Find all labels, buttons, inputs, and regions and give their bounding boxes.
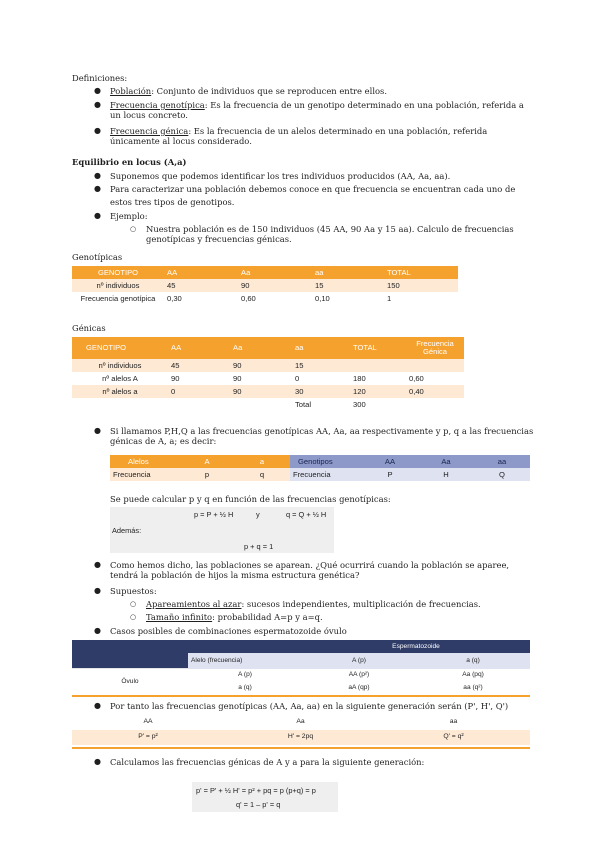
table-row	[72, 669, 530, 682]
cell: p	[180, 468, 234, 481]
mating-text-2: tendrá la población de hijos la misma estructura genética?	[110, 570, 360, 581]
bullet: ●	[94, 100, 101, 109]
cell: Frecuencia	[293, 469, 331, 479]
pq-text-2: génicas de A, a; es decir:	[110, 436, 217, 447]
bullet: ●	[94, 757, 101, 766]
bullet: ●	[94, 211, 101, 220]
cell: 0	[168, 385, 230, 398]
mating-item-3: Casos posibles de combinaciones espermatozoide óvulo	[110, 626, 347, 636]
table-header-row	[72, 715, 530, 730]
formula-box	[110, 507, 334, 553]
header-cell: GENOTIPO	[72, 266, 164, 279]
def-text: : Es la frecuencia de un genotipo determinado en una población, referida a	[204, 100, 524, 110]
header-cell: Aa	[224, 715, 377, 730]
table-row	[72, 292, 458, 305]
next-gen-table	[72, 715, 530, 745]
term-frec-genotipica: Frecuencia genotípica	[110, 100, 205, 110]
table-row	[110, 468, 290, 481]
table-header-row	[110, 455, 290, 468]
genotipicas-label: Genotípicas	[72, 252, 123, 262]
calc-text: Se puede calcular p y q en función de las frecuencias genotípicas:	[110, 494, 391, 504]
bullet: ●	[94, 586, 101, 595]
cell	[72, 398, 168, 411]
def-frec-genotipica	[110, 100, 530, 121]
def-text: : Conjunto de individuos que se reproducen entre ellos.	[151, 86, 387, 96]
mating-item-1	[110, 560, 535, 581]
header-cell: AA	[168, 337, 230, 359]
formula-q: q = Q + ½ H	[286, 510, 327, 519]
def-text-2: únicamente al locus considerado.	[110, 136, 252, 147]
header-cell: Aa	[238, 266, 312, 279]
formula-p: p = P + ½ H	[194, 510, 234, 519]
def-text-2: un locus concreto.	[110, 110, 188, 121]
header-cell: a	[234, 455, 290, 468]
circle-bullet: ○	[130, 225, 137, 233]
mating-text: Como hemos dicho, las poblaciones se aparean. ¿Qué ocurrirá cuando la población se aparee,	[110, 560, 510, 570]
genicas-label: Génicas	[72, 323, 106, 333]
header-cell: AA	[72, 715, 224, 730]
header-cell: TOTAL	[384, 266, 458, 279]
cell: 0	[292, 372, 350, 385]
bullet: ●	[94, 171, 101, 180]
supuesto-1	[146, 599, 481, 609]
alelo-label: Alelo (frecuencia)	[188, 653, 302, 668]
col-header: a (q)	[416, 653, 530, 668]
def-poblacion	[110, 86, 387, 96]
cell: q	[234, 468, 290, 481]
cell: 90	[230, 385, 292, 398]
header-cell-frecuencia	[406, 337, 464, 359]
table-row	[72, 730, 530, 745]
header-cell: aa	[312, 266, 384, 279]
col-header: A (p)	[302, 653, 416, 668]
cell: 0,10	[312, 292, 384, 305]
cell: 90	[238, 279, 312, 292]
alelos-table	[110, 455, 290, 481]
header-cell: Alelos	[110, 455, 180, 468]
table-header-row	[72, 640, 530, 653]
table-row	[72, 385, 464, 398]
espermatozoide-header: Espermatozoide	[302, 640, 530, 653]
def-frec-genica	[110, 126, 530, 147]
cell: 30	[292, 385, 350, 398]
genic-formula-box	[192, 782, 338, 812]
cell	[406, 359, 464, 372]
circle-bullet: ○	[130, 600, 137, 608]
cell: 120	[350, 385, 406, 398]
table-row	[72, 359, 464, 372]
header-cell: TOTAL	[350, 337, 406, 359]
eq-example	[146, 224, 531, 245]
header-cell: A	[180, 455, 234, 468]
cell	[230, 398, 292, 411]
supuesto-term: Tamaño infinito	[146, 612, 213, 622]
cell: Frecuencia genotípica	[72, 292, 164, 305]
supuesto-text: : probabilidad A=p y a=q.	[212, 612, 323, 622]
genotipos-table	[290, 455, 530, 481]
genic-next-text: Calculamos las frecuencias génicas de A y a para la siguiente generación:	[110, 757, 425, 767]
cell: 90	[230, 372, 292, 385]
table-header-row	[72, 266, 458, 279]
cell: H' = 2pq	[224, 730, 377, 745]
header-cell: aa	[497, 456, 507, 466]
table-row	[72, 279, 458, 292]
bullet: ●	[94, 426, 101, 435]
header-cell: aa	[292, 337, 350, 359]
bullet: ●	[94, 626, 101, 635]
table-header-row	[290, 455, 530, 468]
ademas-label: Además:	[112, 526, 142, 535]
header-cell: Genotipos	[298, 456, 333, 466]
mating-item-2: Supuestos:	[110, 586, 157, 596]
table-row	[72, 372, 464, 385]
example-text: Nuestra población es de 150 individuos (45 AA, 90 Aa y 15 aa). Calculo de frecuencias	[146, 224, 514, 234]
cell: 0,30	[164, 292, 238, 305]
pq-text: Si llamamos P,H,Q a las frecuencias genotípicas AA, Aa, aa respectivamente y p, q a las frecuencias	[110, 426, 534, 436]
def-text: : Es la frecuencia de un alelos determinado en una población, referida	[188, 126, 488, 136]
formula-p-prime: p' = P' + ½ H' = p² + pq = p (p+q) = p	[196, 786, 316, 795]
supuesto-text: : sucesos independientes, multiplicación de frecuencias.	[241, 599, 481, 609]
cell: 90	[168, 372, 230, 385]
header-text: Génica	[422, 347, 448, 356]
cell: 15	[292, 359, 350, 372]
cell: 0,60	[406, 372, 464, 385]
cell: nº individuos	[72, 279, 164, 292]
cell: A (p)	[188, 669, 302, 682]
table-row	[72, 398, 464, 411]
header-cell: AA	[384, 456, 396, 466]
equilibrium-heading: Equilibrio en locus (A,a)	[72, 157, 187, 167]
supuesto-term: Apareamientos al azar	[146, 599, 242, 609]
cell: 1	[384, 292, 458, 305]
term-poblacion: Población	[110, 86, 152, 96]
cell: P	[387, 469, 393, 479]
header-cell: Aa	[441, 456, 451, 466]
cell: Frecuencia	[110, 468, 180, 481]
genotipicas-table	[72, 266, 458, 305]
cell	[168, 398, 230, 411]
cell: AA (p²)	[302, 669, 416, 682]
cell: Aa (pq)	[416, 669, 530, 682]
header-cell: GENOTIPO	[72, 337, 168, 359]
cell: 0,40	[406, 385, 464, 398]
circle-bullet: ○	[130, 613, 137, 621]
cell	[350, 359, 406, 372]
cell: P' = p²	[72, 730, 224, 745]
example-text-2: genotípicas y frecuencias génicas.	[146, 234, 292, 245]
eq-item-2b: estos tres tipos de genotipos.	[110, 197, 235, 207]
formula-y: y	[256, 510, 260, 519]
bullet: ●	[94, 126, 101, 135]
cell: 180	[350, 372, 406, 385]
cell: 300	[350, 398, 406, 411]
cell: aa (q²)	[416, 682, 530, 695]
eq-item-3: Ejemplo:	[110, 211, 148, 221]
bullet: ●	[94, 701, 101, 710]
header-text: Frecuencia	[416, 339, 454, 349]
cell: Q	[499, 469, 505, 479]
cell: nº alelos a	[72, 385, 168, 398]
blank-cell	[188, 640, 302, 653]
cell: 150	[384, 279, 458, 292]
header-cell: AA	[164, 266, 238, 279]
cell: 90	[230, 359, 292, 372]
pq-intro	[110, 426, 535, 447]
ovulo-label: Óvulo	[72, 669, 188, 695]
orange-divider	[72, 695, 530, 697]
orange-divider	[72, 747, 530, 749]
cell: aA (qp)	[302, 682, 416, 695]
bullet: ●	[94, 86, 101, 95]
cell: 45	[168, 359, 230, 372]
header-cell: Aa	[230, 337, 292, 359]
genicas-table	[72, 337, 464, 411]
formula-sum: p + q = 1	[244, 542, 274, 551]
cell: 15	[312, 279, 384, 292]
header-cell: aa	[377, 715, 530, 730]
bullet: ●	[94, 184, 101, 193]
eq-item-2: Para caracterizar una población debemos conoce en que frecuencia se encuentran cada uno de	[110, 184, 516, 194]
formula-q-prime: q' = 1 – p' = q	[236, 800, 281, 809]
table-row	[290, 468, 530, 481]
cell	[406, 398, 464, 411]
cell: a (q)	[188, 682, 302, 695]
cell: nº individuos	[72, 359, 168, 372]
corner-cell	[72, 640, 188, 669]
cell: Total	[292, 398, 350, 411]
definitions-heading: Definiciones:	[72, 73, 128, 83]
eq-item-1: Suponemos que podemos identificar los tres individuos producidos (AA, Aa, aa).	[110, 171, 451, 181]
cell: 0,60	[238, 292, 312, 305]
term-frec-genica: Frecuencia génica	[110, 126, 189, 136]
table-header-row	[72, 337, 464, 359]
bullet: ●	[94, 560, 101, 569]
cell: H	[443, 469, 449, 479]
cell: 45	[164, 279, 238, 292]
cell: nº alelos A	[72, 372, 168, 385]
next-gen-text: Por tanto las frecuencias genotípicas (AA, Aa, aa) en la siguiente generación serán (P', H', Q')	[110, 701, 509, 711]
supuesto-2	[146, 612, 323, 622]
combination-table	[72, 640, 530, 695]
cell: Q' = q²	[377, 730, 530, 745]
